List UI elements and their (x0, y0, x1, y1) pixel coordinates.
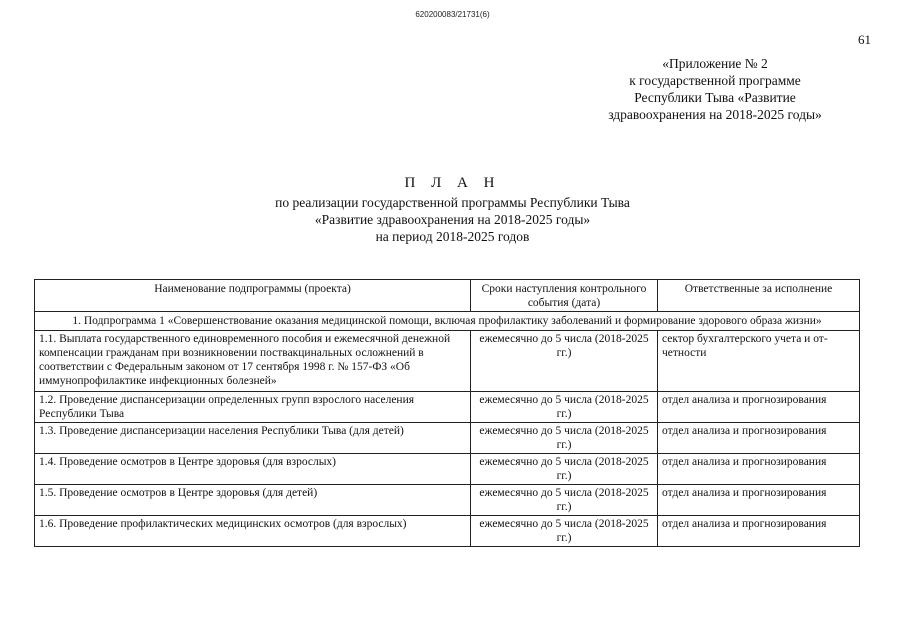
table-row (35, 454, 860, 485)
plan-subtitle-2: «Развитие здравоохранения на 2018-2025 годы» (314, 212, 591, 227)
header-name: Наименование подпрограммы (проекта) (35, 280, 471, 312)
section-row (35, 312, 860, 331)
document-barcode-number: 620200083/21731(6) (415, 10, 490, 19)
plan-heading (0, 175, 905, 245)
row-deadline: ежемесячно до 5 числа (2018-2025 гг.) (471, 454, 658, 485)
row-name: 1.2. Проведение диспансеризации определенных групп взрослого населения Республики Тыва (35, 392, 471, 423)
row-responsible: отдел анализа и прогнозирования (658, 454, 860, 485)
appendix-line-2: к государственной программе (629, 73, 801, 88)
row-responsible: отдел анализа и прогнозирования (658, 392, 860, 423)
table-row (35, 485, 860, 516)
header-responsible: Ответственные за исполнение (658, 280, 860, 312)
plan-table (34, 279, 860, 547)
appendix-line-3: Республики Тыва «Развитие (634, 90, 796, 105)
row-name: 1.4. Проведение осмотров в Центре здоровья (для взрослых) (35, 454, 471, 485)
appendix-line-4: здравоохранения на 2018-2025 годы» (608, 107, 822, 122)
row-deadline: ежемесячно до 5 числа (2018-2025 гг.) (471, 485, 658, 516)
section-title: 1. Подпрограмма 1 «Совершенствование оказания медицинской помощи, включая профилактику заболеваний и формирование здорового образа жизни» (35, 312, 860, 331)
table-row (35, 392, 860, 423)
header-deadline: Сроки наступления контрольного события (дата) (471, 280, 658, 312)
plan-subtitle-3: на период 2018-2025 годов (375, 229, 530, 244)
appendix-block (560, 55, 870, 123)
row-responsible: сектор бухгалтерского учета и от-четности (658, 331, 860, 392)
plan-title: П Л А Н (404, 175, 501, 191)
plan-subtitle-1: по реализации государственной программы Республики Тыва (275, 195, 630, 210)
table-row (35, 423, 860, 454)
row-deadline: ежемесячно до 5 числа (2018-2025 гг.) (471, 516, 658, 547)
row-responsible: отдел анализа и прогнозирования (658, 485, 860, 516)
page-number: 61 (858, 32, 871, 47)
row-responsible: отдел анализа и прогнозирования (658, 516, 860, 547)
table-row (35, 516, 860, 547)
row-responsible: отдел анализа и прогнозирования (658, 423, 860, 454)
table-row (35, 331, 860, 392)
table-header-row (35, 280, 860, 312)
appendix-line-1: «Приложение № 2 (662, 56, 768, 71)
row-name: 1.3. Проведение диспансеризации населения Республики Тыва (для детей) (35, 423, 471, 454)
row-name: 1.5. Проведение осмотров в Центре здоровья (для детей) (35, 485, 471, 516)
row-deadline: ежемесячно до 5 числа (2018-2025 гг.) (471, 331, 658, 392)
row-deadline: ежемесячно до 5 числа (2018-2025 гг.) (471, 392, 658, 423)
row-name: 1.6. Проведение профилактических медицинских осмотров (для взрослых) (35, 516, 471, 547)
row-deadline: ежемесячно до 5 числа (2018-2025 гг.) (471, 423, 658, 454)
row-name: 1.1. Выплата государственного единовременного пособия и ежемесячной денежной компенсации гражданам при возникновении поствакцинальных осложнений в соответствии с Федеральным законом от 17 сентября 1998 г. № 157-ФЗ «Об иммунопрофилактике инфекционных болезней» (35, 331, 471, 392)
